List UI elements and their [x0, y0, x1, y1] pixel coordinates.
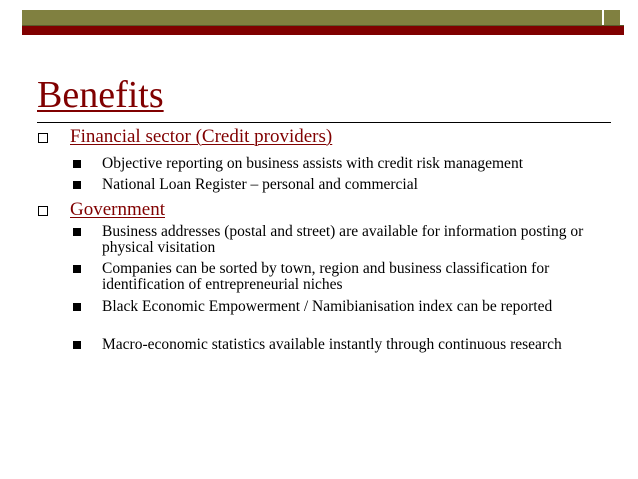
header-bar-red [22, 25, 624, 35]
filled-square-icon [73, 160, 81, 168]
filled-square-icon [73, 228, 81, 236]
filled-square-icon [73, 181, 81, 189]
list-item: Business addresses (postal and street) are available for information posting or physical visitation [102, 223, 584, 256]
filled-square-icon [73, 303, 81, 311]
hollow-square-icon [38, 133, 48, 143]
title-underline-rule [37, 122, 611, 123]
filled-square-icon [73, 341, 81, 349]
header-bar-divider [22, 25, 624, 26]
section-heading: Government [70, 199, 165, 220]
decorative-header-bar [0, 10, 624, 36]
header-bar-square [604, 10, 620, 25]
hollow-square-icon [38, 206, 48, 216]
section-heading: Financial sector (Credit providers) [70, 126, 333, 147]
list-item: Macro-economic statistics available instantly through continuous research [102, 336, 562, 353]
list-item: Companies can be sorted by town, region and business classification for identification of entrepreneurial niches [102, 260, 550, 293]
list-item: National Loan Register – personal and commercial [102, 176, 418, 193]
list-item: Black Economic Empowerment / Namibianisation index can be reported [102, 298, 553, 315]
slide-title: Benefits [37, 74, 164, 116]
filled-square-icon [73, 265, 81, 273]
header-bar-olive [22, 10, 602, 25]
list-item: Objective reporting on business assists with credit risk management [102, 155, 523, 172]
